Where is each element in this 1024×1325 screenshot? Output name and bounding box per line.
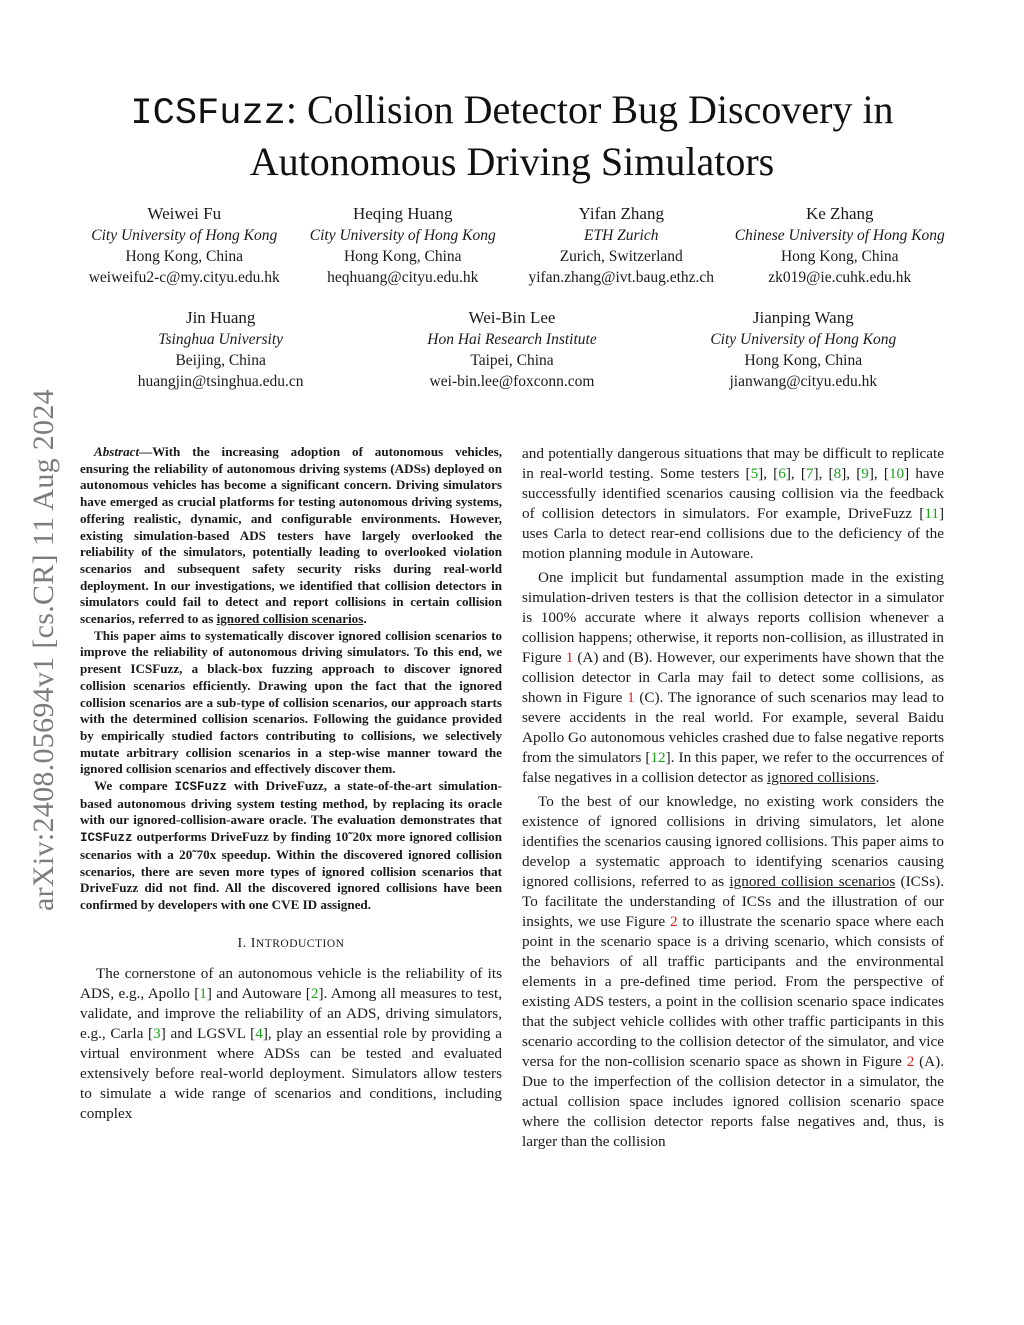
body-text: ], [ bbox=[813, 465, 834, 482]
tool-name: ICSFuzz bbox=[80, 831, 133, 846]
citation-link[interactable]: 8 bbox=[833, 465, 842, 482]
intro-paragraph-3 bbox=[522, 792, 944, 1152]
intro-paragraph-1 bbox=[80, 964, 502, 1124]
body-text: One implicit but fundamental assumption made in the existing simulation-driven testers is that the collision detector in a simulator is 100% accurate where it always reports collision whenever a collision happens; otherwise, it reports non-collision, as illustrated in Figure bbox=[522, 569, 944, 666]
body-text: ], [ bbox=[868, 465, 889, 482]
author-card bbox=[366, 307, 657, 392]
body-text: (A). Due to the imperfection of the collision detector in a simulator, the actual collision space includes ignored collision scenario space where the collision detector reports false negatives and, thus, is larger than the collision bbox=[522, 1053, 944, 1150]
intro-right-text bbox=[522, 444, 944, 1152]
citation-link[interactable]: 3 bbox=[153, 1024, 161, 1042]
citation-link[interactable]: 10 bbox=[888, 465, 905, 482]
title-line-1 bbox=[80, 86, 944, 138]
section-rest: NTRODUCTION bbox=[255, 937, 345, 950]
citation-link[interactable]: 2 bbox=[310, 984, 319, 1002]
tool-name: ICSFuzz bbox=[174, 780, 228, 795]
title-tool-name: ICSFuzz bbox=[130, 93, 286, 135]
author-email: weiweifu2-c@my.cityu.edu.hk bbox=[88, 269, 280, 286]
body-text: ] and LGSVL [ bbox=[160, 1024, 256, 1042]
abstract-text: We compare bbox=[94, 778, 175, 794]
author-email: wei-bin.lee@foxconn.com bbox=[429, 373, 595, 390]
author-affiliation: Hon Hai Research Institute bbox=[427, 331, 597, 348]
citation-link[interactable]: 6 bbox=[778, 465, 786, 482]
arxiv-identifier: arXiv:2408.05694v1 [cs.CR] 11 Aug 2024 bbox=[27, 389, 60, 911]
right-column bbox=[522, 444, 944, 1156]
abstract-text: with DriveFuzz, a state-of-the-art simulation-based autonomous driving system testing method, by replacing its oracle with our ignored-collision-aware oracle. The evaluation demonstrates that bbox=[80, 778, 502, 828]
left-column bbox=[80, 444, 502, 1128]
figure-link[interactable]: 2 bbox=[669, 913, 678, 930]
body-text: ] uses Carla to detect rear-end collisions due to the deficiency of the motion planning module in Autoware. bbox=[522, 505, 944, 562]
author-card bbox=[658, 307, 949, 392]
body-text: ], [ bbox=[758, 465, 779, 482]
body-text: . bbox=[875, 769, 880, 786]
author-name: Wei-Bin Lee bbox=[468, 308, 556, 327]
author-location: Hong Kong, China bbox=[343, 248, 462, 265]
author-affiliation: City University of Hong Kong bbox=[710, 331, 897, 348]
abstract-dash: — bbox=[139, 444, 153, 459]
author-card bbox=[75, 203, 294, 288]
author-name: Weiwei Fu bbox=[147, 204, 222, 223]
author-location: Beijing, China bbox=[175, 352, 266, 369]
figure-link[interactable]: 1 bbox=[627, 689, 635, 706]
intro-paragraph-2 bbox=[522, 568, 944, 788]
citation-link[interactable]: 7 bbox=[805, 465, 814, 482]
author-block-row-2 bbox=[75, 307, 949, 392]
author-affiliation: Tsinghua University bbox=[158, 331, 284, 348]
body-text: To the best of our knowledge, no existing work considers the existence of ignored collisions in driving simulators, let alone identifies the scenarios causing ignored collisions. This paper aims to develop a systematic approach to identifying scenarios causing ignored collisions, referred to as bbox=[522, 793, 944, 890]
figure-link[interactable]: 1 bbox=[565, 649, 574, 666]
citation-link[interactable]: 9 bbox=[861, 465, 869, 482]
abstract-text: outperforms DriveFuzz by finding 10˜20x more ignored collision scenarios with a 20˜70x speedup. Within the discovered ignored collision scenarios, there are seven more types of ignored collision scenarios that DriveFuzz did not find. All the discovered ignored collisions have been confirmed by developers with one CVE ID assigned. bbox=[80, 829, 502, 912]
abstract-paragraph-3 bbox=[80, 778, 502, 914]
arxiv-side-stamp bbox=[14, 350, 74, 950]
author-email: huangjin@tsinghua.edu.cn bbox=[137, 373, 304, 390]
author-location: Hong Kong, China bbox=[780, 248, 899, 265]
body-text: ] and Autoware [ bbox=[206, 984, 311, 1002]
term-ignored-collisions: ignored collisions bbox=[767, 769, 876, 786]
author-name: Jin Huang bbox=[185, 308, 256, 327]
section-heading-introduction bbox=[80, 936, 502, 952]
author-email: heqhuang@cityu.edu.hk bbox=[327, 269, 479, 286]
body-text: ]. Among all measures to test, validate, and improve the reliability of an ADS, driving simulators, e.g., Carla [ bbox=[80, 984, 502, 1042]
paper-title bbox=[80, 86, 944, 186]
body-text: ], [ bbox=[841, 465, 862, 482]
author-affiliation: City University of Hong Kong bbox=[91, 227, 278, 244]
intro-left-text bbox=[80, 964, 502, 1124]
abstract-term-ignored-collision-scenarios: ignored collision scenarios bbox=[216, 611, 364, 627]
citation-link[interactable]: 12 bbox=[650, 749, 666, 766]
citation-link[interactable]: 11 bbox=[924, 505, 939, 522]
author-affiliation: ETH Zurich bbox=[584, 227, 659, 244]
body-text: to illustrate the scenario space where each point in the scenario space is a driving scenario, which consists of the behaviors of all traffic participants and the environmental elements in a pre-defined time period. From the perspective of existing ADS testers, a point in the collision scenario space indicates that the subject vehicle collides with other traffic participants in this scenario according to the collision detector of the simulator, and vice versa for the non-collision scenario space as shown in Figure bbox=[522, 913, 944, 1070]
abstract-text: With the increasing adoption of autonomous vehicles, ensuring the reliability of autonomous driving systems (ADSs) deployed on autonomous vehicles has become a significant concern. Driving simulators have emerged as crucial platforms for testing autonomous driving systems, offering realistic, dynamic, and configurable environments. However, existing simulation-based ADS testers have largely overlooked the reliability of the simulators, potentially leading to overlooked violation scenarios and subsequent safety security risks during real-world deployment. In our investigations, we identified that collision detectors in simulators could fail to detect and report collisions in certain collision scenarios, referred to as bbox=[80, 444, 502, 627]
author-card bbox=[75, 307, 366, 392]
body-text: (C). The ignorance of such scenarios may lead to severe accidents in the real world. For example, several Baidu Apollo Go autonomous vehicles crashed due to false negative reports from the simulators [ bbox=[522, 689, 945, 766]
citation-link[interactable]: 5 bbox=[750, 465, 759, 482]
section-first-letter: I bbox=[250, 935, 256, 951]
author-email: yifan.zhang@ivt.baug.ethz.ch bbox=[528, 269, 715, 286]
author-name: Yifan Zhang bbox=[578, 204, 664, 223]
abstract-period: . bbox=[363, 611, 367, 627]
author-block-row-1 bbox=[75, 203, 949, 288]
abstract-paragraph-1 bbox=[80, 444, 502, 628]
title-line-2: Autonomous Driving Simulators bbox=[249, 139, 775, 184]
section-numeral: I. bbox=[237, 935, 247, 951]
abstract bbox=[80, 444, 502, 914]
body-text: (A) and (B). However, our experiments have shown that the collision detector in Carla may fail to detect some collisions, as shown in Figure bbox=[522, 649, 944, 706]
author-name: Ke Zhang bbox=[805, 204, 874, 223]
author-affiliation: City University of Hong Kong bbox=[309, 227, 496, 244]
author-card bbox=[294, 203, 513, 288]
body-text: ], [ bbox=[785, 465, 806, 482]
citation-link[interactable]: 4 bbox=[255, 1024, 263, 1042]
author-affiliation: Chinese University of Hong Kong bbox=[734, 227, 945, 244]
author-location: Hong Kong, China bbox=[125, 248, 244, 265]
author-location: Taipei, China bbox=[470, 352, 554, 369]
author-name: Jianping Wang bbox=[752, 308, 854, 327]
author-name: Heqing Huang bbox=[352, 204, 453, 223]
figure-link[interactable]: 2 bbox=[906, 1053, 915, 1070]
intro-paragraph-continued bbox=[522, 444, 944, 564]
body-text: ] have successfully identified scenarios causing collision via the feedback of collision detectors in simulators. For example, DriveFuzz [ bbox=[522, 465, 945, 522]
body-text: (ICSs). To facilitate the understanding of ICSs and the illustration of our insights, we use Figure bbox=[522, 873, 944, 930]
author-location: Hong Kong, China bbox=[744, 352, 863, 369]
author-card bbox=[731, 203, 950, 288]
author-email: zk019@ie.cuhk.edu.hk bbox=[768, 269, 912, 286]
abstract-label: Abstract bbox=[94, 444, 140, 459]
term-ignored-collision-scenarios: ignored collision scenarios bbox=[729, 873, 896, 890]
body-text: ], play an essential role by providing a virtual environment where ADSs can be tested and evaluated extensively before real-world deployment. Simulators allow testers to simulate a wide range of scenarios and conditions, including complex bbox=[80, 1024, 503, 1122]
body-text: ]. In this paper, we refer to the occurrences of false negatives in a collision detector as bbox=[522, 749, 944, 786]
author-email: jianwang@cityu.edu.hk bbox=[729, 373, 878, 390]
author-card bbox=[512, 203, 731, 288]
citation-link[interactable]: 1 bbox=[199, 984, 207, 1002]
title-rest: : Collision Detector Bug Discovery in bbox=[285, 87, 894, 132]
body-text: and potentially dangerous situations that may be difficult to replicate in real-world testing. Some testers [ bbox=[522, 445, 944, 482]
author-location: Zurich, Switzerland bbox=[559, 248, 683, 265]
abstract-paragraph-2: This paper aims to systematically discover ignored collision scenarios to improve the reliability of autonomous driving simulators. To this end, we present ICSFuzz, a black-box fuzzing approach to discover ignored collision scenarios efficiently. Drawing upon the fact that the ignored collision scenarios are a sub-type of collision scenarios, our approach starts with the determined collision scenarios. Following the guidance provided by empirically studied factors contributing to collisions, we selectively mutate arbitrary collision scenarios in a step-wise manner toward the ignored collision scenarios and effectively discover them. bbox=[80, 627, 502, 777]
body-text: The cornerstone of an autonomous vehicle is the reliability of its ADS, e.g., Apollo [ bbox=[80, 964, 502, 1002]
